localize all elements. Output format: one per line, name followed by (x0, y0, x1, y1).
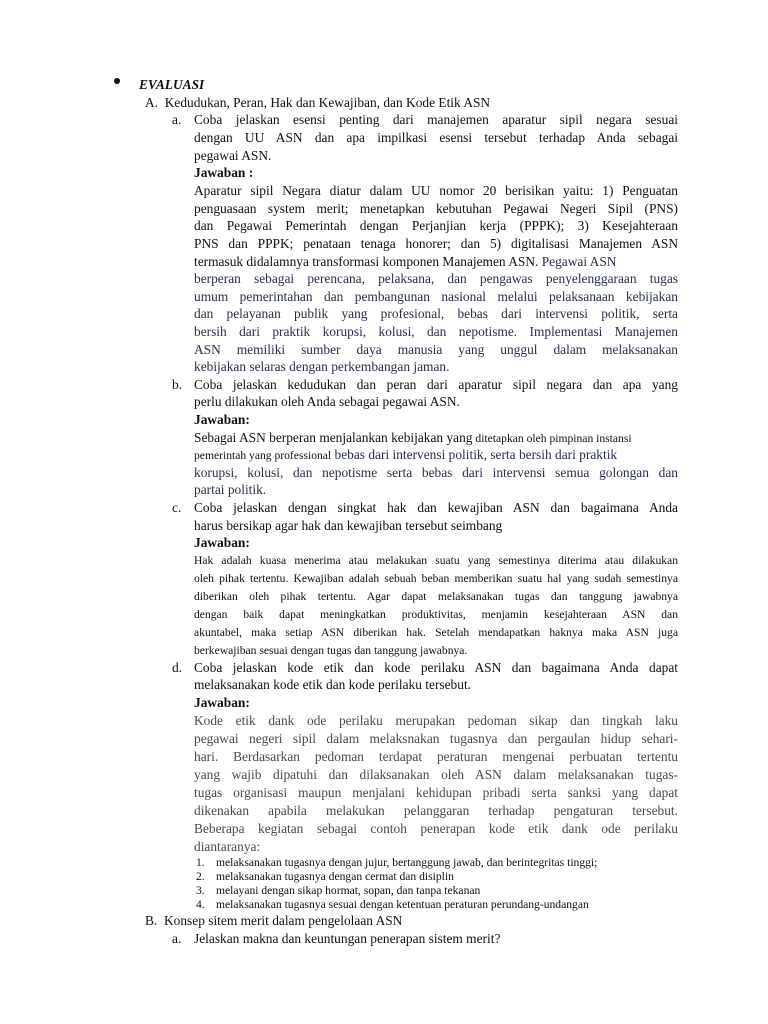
bullet-icon (114, 78, 120, 84)
qc-answer-line-5: akuntabel, maka setiap ASN diberikan hak. Setelah mendapatkan haknya maka ASN juga (194, 626, 678, 639)
list-number: 4. (196, 898, 205, 911)
qa-answer-blue-6: kebijakan selaras dengan perkembangan jaman. (194, 359, 450, 374)
qc-marker: c. (172, 500, 182, 515)
qa-answer-blue-5: ASN memiliki sumber daya manusia yang unggul dalam melaksanakan (194, 342, 678, 357)
list-item: melayani dengan sikap hormat, sopan, dan tanpa tekanan (216, 884, 481, 897)
qb-answer-line-2: pemerintah yang professional bebas dari intervensi politik, serta bersih dari praktik (194, 447, 618, 462)
list-number: 1. (196, 856, 205, 869)
qc-answer-line-4: dengan baik dapat meningkatkan produktivitas, menjamin kesejahteraan ASN dan (194, 608, 678, 621)
qa-answer-blue-3: dan pelayanan publik yang profesional, bebas dari intervensi politik, serta (194, 306, 678, 321)
qd-line-1: Coba jelaskan kode etik dan kode perilaku ASN dan bagaimana Anda dapat (194, 660, 678, 675)
qc-answer-label: Jawaban: (194, 535, 250, 550)
qa-answer-label: Jawaban : (194, 165, 254, 180)
qd-answer-line-2: pegawai negeri sipil dalam melaksnakan tugasnya dan pergaulan hidup sehari- (194, 731, 678, 746)
qd-answer-line-7: Beberapa kegiatan sebagai contoh penerapan kode etik dank ode perilaku (194, 821, 678, 836)
qa-answer-line-4: PNS dan PPPK; penataan tenaga honorer; dan 5) digitalisasi Manajemen ASN (194, 236, 678, 251)
qb-line-1: Coba jelaskan kedudukan dan peran dari aparatur sipil negara dan apa yang (194, 377, 678, 392)
qa-answer-line-2: penguasaan system merit; menetapkan kebutuhan Pegawai Negeri Sipil (PNS) (194, 201, 678, 216)
qB-a-marker: a. (172, 931, 182, 946)
qc-answer-line-2: oleh pihak tertentu. Kewajiban adalah sebuah beban memberikan suatu hal yang sudah semestinya (194, 572, 678, 585)
qa-answer-blue-4: bersih dari praktik korupsi, kolusi, dan nepotisme. Implementasi Manajemen (194, 324, 678, 339)
heading: EVALUASI (139, 77, 205, 92)
qc-line-2: harus bersikap agar hak dan kewajiban tersebut seimbang (194, 518, 503, 533)
qd-answer-line-5: tugas organisasi maupun menjalani kehidupan pribadi serta sanksi yang dapat (194, 785, 678, 800)
qd-answer-line-1: Kode etik dank ode perilaku merupakan pedoman sikap dan tingkah laku (194, 713, 678, 728)
qd-answer-line-6: dikenakan apabila melakukan pelanggaran terhadap pengaturan tersebut. (194, 803, 678, 818)
qd-answer-line-4: yang wajib dipatuhi dan dilaksanakan oleh ASN dalam melaksanakan tugas- (194, 767, 678, 782)
qd-line-2: melaksanakan kode etik dan kode perilaku tersebut. (194, 677, 472, 692)
qa-answer-blue-1: berperan sebagai perencana, pelaksana, dan pengawas penyelenggaraan tugas (194, 271, 678, 286)
qa-answer-line-5: termasuk didalamnya transformasi komponen Manajemen ASN. Pegawai ASN (194, 254, 617, 269)
section-b-title: B. Konsep sitem merit dalam pengelolaan ASN (145, 913, 403, 928)
qa-line-3: pegawai ASN. (194, 148, 272, 163)
qa-line-2: dengan UU ASN dan apa impilkasi esensi tersebut terhadap Anda sebagai (194, 130, 678, 145)
qa-marker: a. (172, 112, 182, 127)
qb-answer-line-4: partai politik. (194, 482, 267, 497)
qb-answer-line-3: korupsi, kolusi, dan nepotisme serta bebas dari intervensi semua golongan dan (194, 465, 678, 480)
qb-answer-label: Jawaban: (194, 412, 250, 427)
qc-answer-line-1: Hak adalah kuasa menerima atau melakukan suatu yang semestinya diterima atau dilakukan (194, 554, 678, 567)
qb-answer-line-1: Sebagai ASN berperan menjalankan kebijakan yang ditetapkan oleh pimpinan instansi (194, 430, 632, 445)
qc-line-1: Coba jelaskan dengan singkat hak dan kewajiban ASN dan bagaimana Anda (194, 500, 678, 515)
list-item: melaksanakan tugasnya dengan jujur, bertanggung jawab, dan berintegritas tinggi; (216, 856, 598, 869)
section-a-title: A. Kedudukan, Peran, Hak dan Kewajiban, dan Kode Etik ASN (145, 95, 491, 110)
qb-line-2: perlu dilakukan oleh Anda sebagai pegawai ASN. (194, 394, 460, 409)
list-item: melaksanakan tugasnya sesuai dengan ketentuan peraturan perundang-undangan (216, 898, 589, 911)
qc-answer-line-3: diberikan oleh pihak tertentu. Agar dapat melaksanakan tugas dan tanggung jawabnya (194, 590, 678, 603)
list-number: 3. (196, 884, 205, 897)
qc-answer-line-6: berkewajiban sesuai dengan tugas dan tanggung jawabnya. (194, 644, 468, 657)
list-item: melaksanakan tugasnya dengan cermat dan disiplin (216, 870, 454, 883)
qa-answer-line-1: Aparatur sipil Negara diatur dalam UU nomor 20 berisikan yaitu: 1) Penguatan (194, 183, 678, 198)
qb-marker: b. (172, 377, 183, 392)
list-number: 2. (196, 870, 205, 883)
qa-answer-blue-2: umum pemerintahan dan pembangunan nasional melalui pelaksanaan kebijakan (194, 289, 678, 304)
qa-line-1: Coba jelaskan esensi penting dari manajemen aparatur sipil negara sesuai (194, 112, 678, 127)
qd-answer-line-8: diantaranya: (194, 839, 261, 854)
qd-marker: d. (172, 660, 183, 675)
qa-answer-line-3: dan Pegawai Pemerintah dengan Perjanjian kerja (PPPK); 3) Kesejahteraan (194, 218, 678, 233)
qB-a-question: Jelaskan makna dan keuntungan penerapan sistem merit? (194, 931, 501, 946)
qd-answer-label: Jawaban: (194, 695, 250, 710)
qd-answer-line-3: hari. Berdasarkan pedoman terdapat peraturan mengenai perbuatan tertentu (194, 749, 678, 764)
